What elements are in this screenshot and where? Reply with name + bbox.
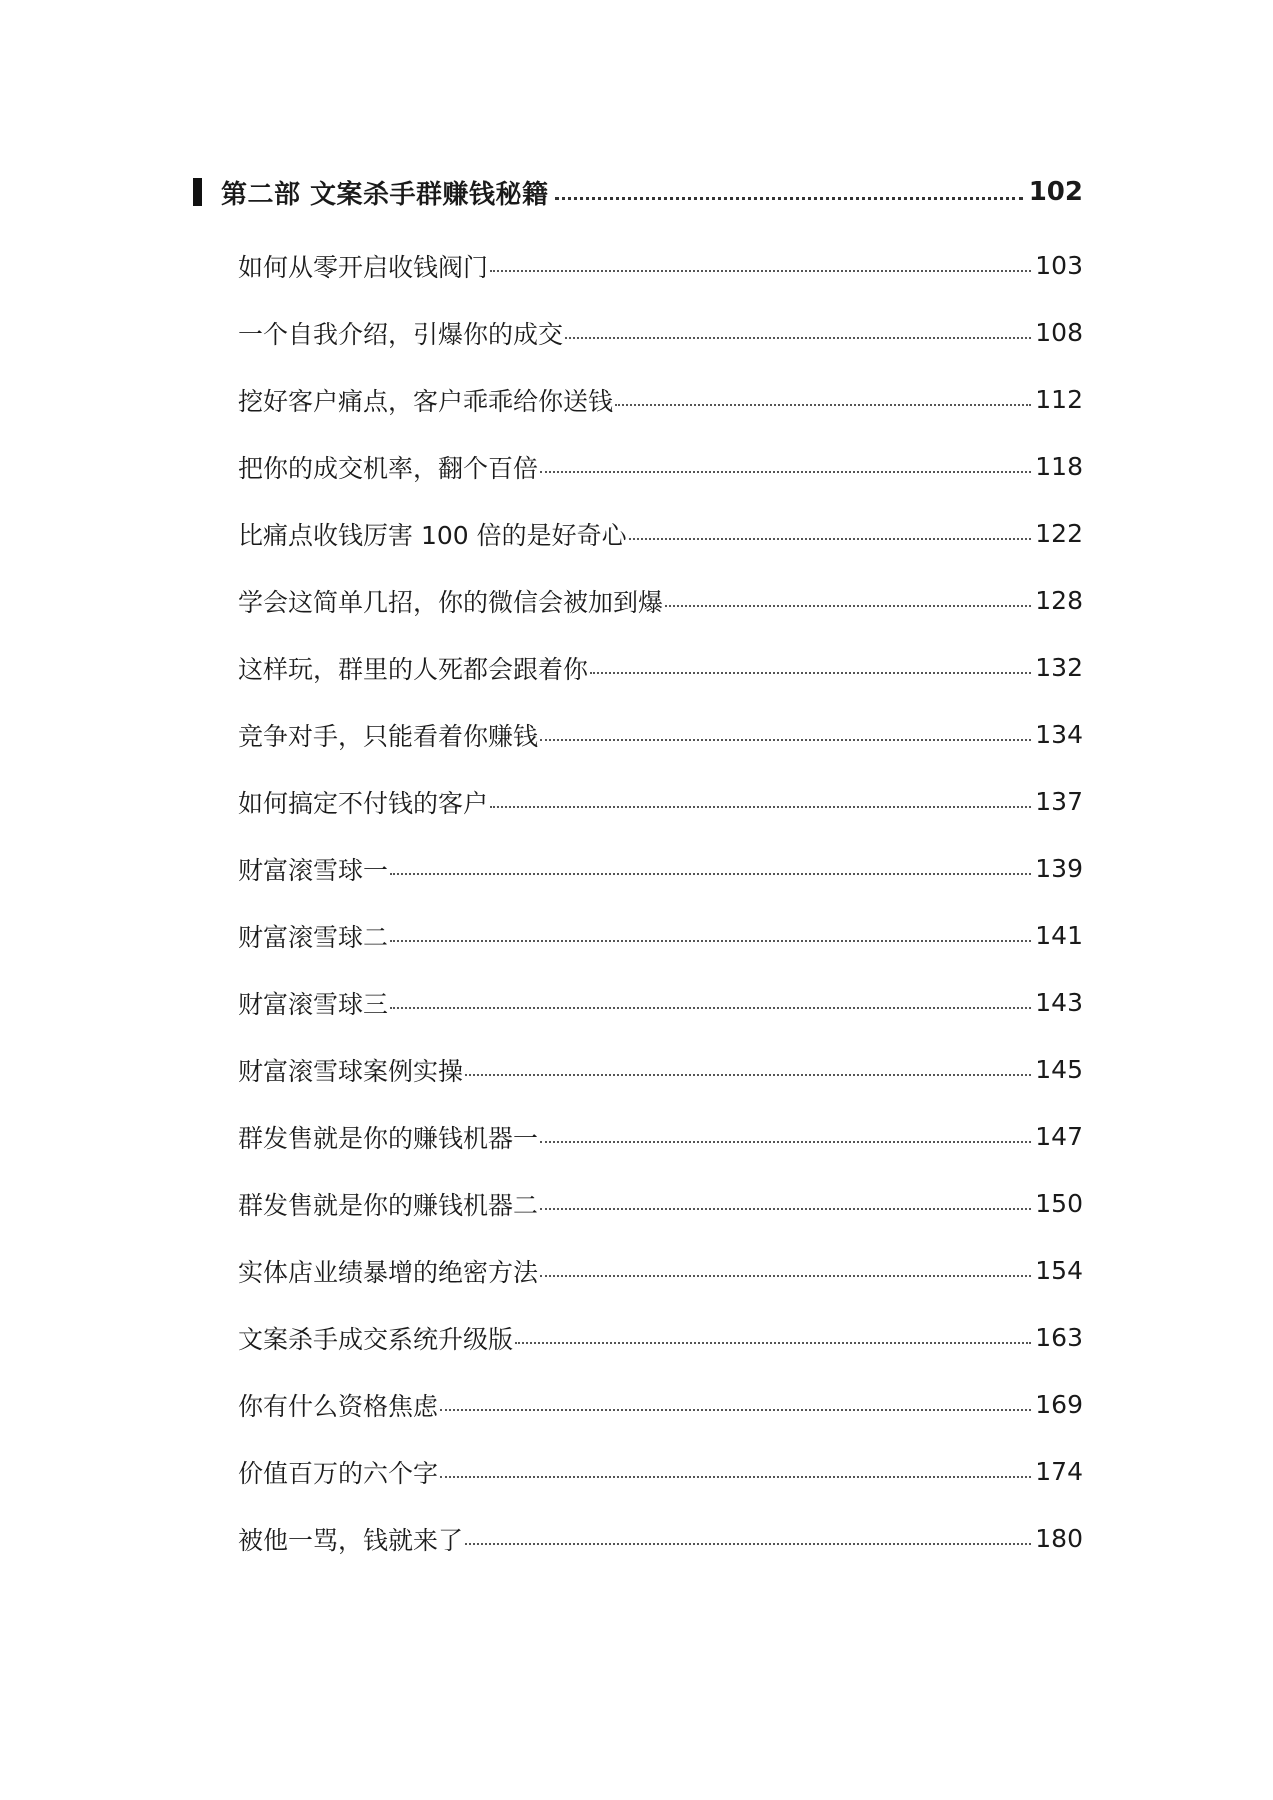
entry-title: 价值百万的六个字 (238, 1458, 439, 1488)
dot-leader (665, 605, 1031, 607)
toc-entry[interactable] (238, 567, 1083, 634)
dot-leader (390, 1007, 1031, 1009)
dot-leader (615, 404, 1031, 406)
toc-entry[interactable] (238, 1505, 1083, 1572)
entry-page-number: 163 (1035, 1323, 1083, 1352)
dot-leader (540, 1275, 1031, 1277)
entry-page-number: 141 (1035, 921, 1083, 950)
toc-entry-list (238, 232, 1083, 1572)
entry-page-number: 154 (1035, 1256, 1083, 1285)
dot-leader (540, 1208, 1031, 1210)
dot-leader (629, 538, 1032, 540)
entry-page-number: 122 (1035, 519, 1083, 548)
entry-title: 把你的成交机率，翻个百倍 (238, 453, 539, 483)
entry-title: 竞争对手，只能看着你赚钱 (238, 721, 539, 751)
entry-title: 如何搞定不付钱的客户 (238, 788, 489, 818)
entry-page-number: 132 (1035, 653, 1083, 682)
entry-page-number: 118 (1035, 452, 1083, 481)
dot-leader (390, 940, 1031, 942)
entry-page-number: 150 (1035, 1189, 1083, 1218)
entry-title: 学会这简单几招，你的微信会被加到爆 (238, 587, 664, 617)
toc-entry[interactable] (238, 634, 1083, 701)
toc-entry[interactable] (238, 835, 1083, 902)
entry-title: 比痛点收钱厉害 100 倍的是好奇心 (238, 520, 627, 550)
toc-entry[interactable] (238, 299, 1083, 366)
dot-leader (555, 197, 1023, 200)
dot-leader (465, 1074, 1031, 1076)
entry-title: 如何从零开启收钱阀门 (238, 252, 489, 282)
part-heading[interactable] (193, 172, 1083, 212)
dot-leader (590, 672, 1031, 674)
dot-leader (515, 1342, 1031, 1344)
entry-page-number: 108 (1035, 318, 1083, 347)
toc-entry[interactable] (238, 1371, 1083, 1438)
toc-entry[interactable] (238, 366, 1083, 433)
entry-page-number: 137 (1035, 787, 1083, 816)
dot-leader (490, 270, 1031, 272)
dot-leader (540, 1141, 1031, 1143)
toc-entry[interactable] (238, 768, 1083, 835)
toc-entry[interactable] (238, 902, 1083, 969)
dot-leader (465, 1543, 1031, 1545)
entry-title: 财富滚雪球三 (238, 989, 389, 1019)
dot-leader (565, 337, 1031, 339)
entry-page-number: 139 (1035, 854, 1083, 883)
entry-title: 群发售就是你的赚钱机器二 (238, 1190, 539, 1220)
toc-entry[interactable] (238, 1237, 1083, 1304)
toc-entry[interactable] (238, 1036, 1083, 1103)
toc-entry[interactable] (238, 969, 1083, 1036)
entry-page-number: 112 (1035, 385, 1083, 414)
entry-page-number: 143 (1035, 988, 1083, 1017)
dot-leader (540, 739, 1031, 741)
dot-leader (390, 873, 1031, 875)
toc-entry[interactable] (238, 1170, 1083, 1237)
entry-title: 你有什么资格焦虑 (238, 1391, 439, 1421)
entry-page-number: 145 (1035, 1055, 1083, 1084)
entry-title: 财富滚雪球二 (238, 922, 389, 952)
entry-title: 财富滚雪球案例实操 (238, 1056, 464, 1086)
entry-title: 被他一骂，钱就来了 (238, 1525, 464, 1555)
entry-page-number: 169 (1035, 1390, 1083, 1419)
entry-title: 一个自我介绍，引爆你的成交 (238, 319, 564, 349)
entry-title: 财富滚雪球一 (238, 855, 389, 885)
dot-leader (490, 806, 1031, 808)
entry-page-number: 147 (1035, 1122, 1083, 1151)
entry-title: 文案杀手成交系统升级版 (238, 1324, 514, 1354)
part-title: 第二部 文案杀手群赚钱秘籍 (221, 179, 549, 210)
dot-leader (440, 1409, 1031, 1411)
entry-title: 实体店业绩暴增的绝密方法 (238, 1257, 539, 1287)
part-page-number: 102 (1028, 177, 1083, 207)
toc-entry[interactable] (238, 500, 1083, 567)
entry-page-number: 103 (1035, 251, 1083, 280)
entry-page-number: 180 (1035, 1524, 1083, 1553)
dot-leader (540, 471, 1031, 473)
toc-entry[interactable] (238, 232, 1083, 299)
part-marker-bar (193, 178, 202, 206)
entry-title: 这样玩，群里的人死都会跟着你 (238, 654, 589, 684)
entry-page-number: 128 (1035, 586, 1083, 615)
entry-title: 挖好客户痛点，客户乖乖给你送钱 (238, 386, 614, 416)
toc-entry[interactable] (238, 433, 1083, 500)
toc-entry[interactable] (238, 701, 1083, 768)
dot-leader (440, 1476, 1031, 1478)
entry-page-number: 134 (1035, 720, 1083, 749)
entry-title: 群发售就是你的赚钱机器一 (238, 1123, 539, 1153)
toc-entry[interactable] (238, 1103, 1083, 1170)
entry-page-number: 174 (1035, 1457, 1083, 1486)
toc-entry[interactable] (238, 1438, 1083, 1505)
toc-entry[interactable] (238, 1304, 1083, 1371)
